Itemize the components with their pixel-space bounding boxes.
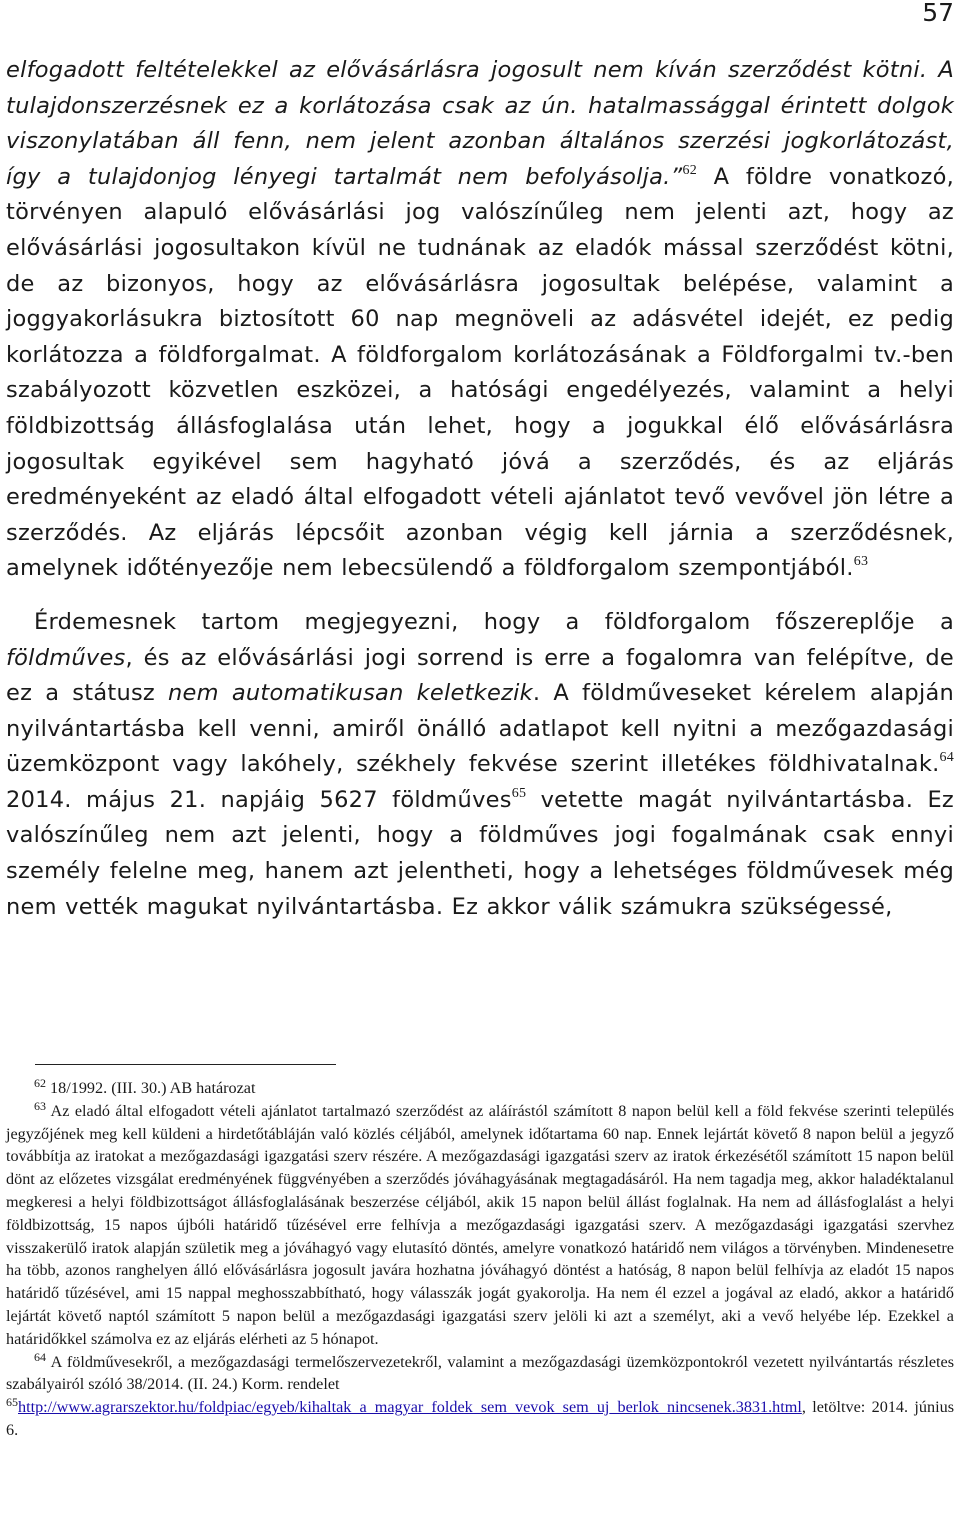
italic-term-foldmuves: földműves [6,644,126,671]
footnote-ref-63[interactable]: 63 [853,554,869,570]
paragraph-2 [6,605,954,925]
footnote-number: 65 [6,1395,18,1410]
footnotes [6,1077,954,1442]
main-text [6,53,954,925]
paragraph-2-text-a: Érdemesnek tartom megjegyezni, hogy a földforgalom főszereplője a [34,608,954,635]
italic-lead: elfogadott feltételekkel az elővásárlásra jogosult nem kíván szerződést kötni. A tulajdonszerzésnek ez a korlátozása csak az ún. hatalmassággal érintett dolgok viszonylatában áll fenn, nem jelent azonban általános szerzési jogkorlátozást, így a tulajdonjog lényegi tartalmát nem befolyásolja. [6,57,954,190]
footnote-number: 62 [34,1076,46,1090]
paragraph-1 [6,53,954,587]
footnote-number: 63 [34,1098,46,1113]
page-number: 57 [922,0,954,27]
paragraph-2-text-e: vetette magát nyilvántartásba. Ez valószínűleg nem azt jelenti, hogy a földműves jogi fogalmának csak ennyi személy felelne meg, hanem azt jelentheti, hogy a lehetséges földművesek még nem vették magukat nyilvántartásba. Ez akkor válik számukra szükségessé, [6,786,954,920]
closing-quote: ” [670,163,683,190]
paragraph-2-text-b: , és az elővásárlási jogi sorrend is erre a fogalomra van felépítve, de ez a státusz [6,644,954,707]
paragraph-2-text-d: 2014. május 21. napjáig 5627 földműves [6,786,512,813]
footnote-ref-64[interactable]: 64 [939,750,954,766]
footnote-text: , letöltve: 2014. június 6. [6,1398,954,1439]
paragraph-2-text-c: . A földművеseket kérelem alapján nyilvántartásba kell venni, amiről önálló adatlapot kell nyitni a mezőgazdasági üzemközpont vagy lakóhely, székhely fekvése szerint illetékes földhivatalnak. [6,680,954,778]
paragraph-1-text: A földre vonatkozó, törvényen alapuló elővásárlási jog valószínűleg nem jelenti azt, hogy az elővásárlási jogosultakon kívül ne tudnának az eladók mással szerződést kötni, de az bizonyos, hogy az elővásárlásra jogosultak belépése, valamint a joggyakorlásukra biztosított 60 nap megnöveli az adásvétel idejét, ez pedig korlátozza a földforgalmat. A földforgalom korlátozásának a Földforgalmi tv.-ben szabályozott közvetlen eszközei, a hatósági engedélyezés, valamint a helyi földbizottság állásfoglalása után lehet, hogy a jogukkal élő elővásárlásra jogosultak egyikével sem hagyható jóvá a szerződés, és az eljárás eredményeként az eladó által elfogadott vételi ajánlatot tevő vevővel jön létre a szerződés. Az eljárás lépcsőit azonban végig kell járnia a szerződésnek, amelynek időtényezője nem lebecsülendő a földforgalom szempontjából. [6,163,954,582]
italic-term-status: nem automatikusan keletkezik [168,680,533,707]
footnote-ref-65[interactable]: 65 [511,785,527,801]
footnote-number: 64 [34,1349,46,1364]
source-link[interactable]: http://www.agrarszektor.hu/foldpiac/egyeb/kihaltak_a_magyar_foldek_sem_vevok_sem_uj_berlok_nincsenek.3831.html [18,1398,802,1417]
footnote-62 [6,1077,954,1100]
footnote-text: Az eladó által elfogadott vételi ajánlatot tartalmazó szerződést az aláírástól számított 8 napon belül kell a föld fekvése szerinti település jegyzőjének meg kell küldeni a hirdetőtábláján való közlés céljából, amelynek időtartama 60 nap. Ennek lejártát követő 8 napon belül a jegyző továbbítja az iratokat a mezőgazdasági igazgatási szerv részére. A mezőgazdasági igazgatási szerv az iratok érkezésétől számított 15 napon belül dönt az előzetes vizsgálat eredményének függvényében a szerződés jóváhagyásának megtagadásáról. Ha nem tagadja meg, akkor haladéktalanul megkeresi a helyi földbizottságot állásfoglalásának beszerzése céljából, akik 15 napon belül állást foglalnak. Ha nem ad állásfoglalást a helyi földbizottság, 15 napos újbóli határidő tűzésével erre felhívja a mezőgazdasági igazgatási szerv. A mezőgazdasági igazgatási szervhez visszakerülő iratok alapján születik meg a jóváhagyó vagy elutasító döntés, amelyre vonatkozó határidő nem világos a törvényben. Mindenesetre ha több, azonos ranghelyen álló elővásárlásra jogosult javára hozhatna jóváhagyó döntést a hatóság, 8 napon belül felhívja az eladót 15 napos határidő tűzésével, ami 15 nappal meghosszabbítható, hogy válasszák jogát gyakorolja. Ha nem él ezzel a jogával az eladó, akkor a határidő lejártát követő naptól számított 5 napon belül a mezőgazdasági igazgatási szerv jelöli ki azt a személyt, aki a vevő helyébe lép. Ezekkel a határidőkkel számolva ez az eljárás elérheti az 5 hónapot. [6,1101,954,1348]
footnote-63 [6,1100,954,1351]
footnote-64 [6,1351,954,1397]
footnote-ref-62[interactable]: 62 [682,162,697,178]
footnote-text: A földművesekről, a mezőgazdasági termelőszervezetekről, valamint a mezőgazdasági üzemközpontokról vezetett nyilvántartás részletes szabályairól szóló 38/2014. (II. 24.) Korm. rendelet [6,1352,954,1394]
footnote-separator [35,1064,336,1065]
footnote-text: 18/1992. (III. 30.) AB határozat [46,1079,256,1097]
footnote-65 [6,1396,954,1442]
